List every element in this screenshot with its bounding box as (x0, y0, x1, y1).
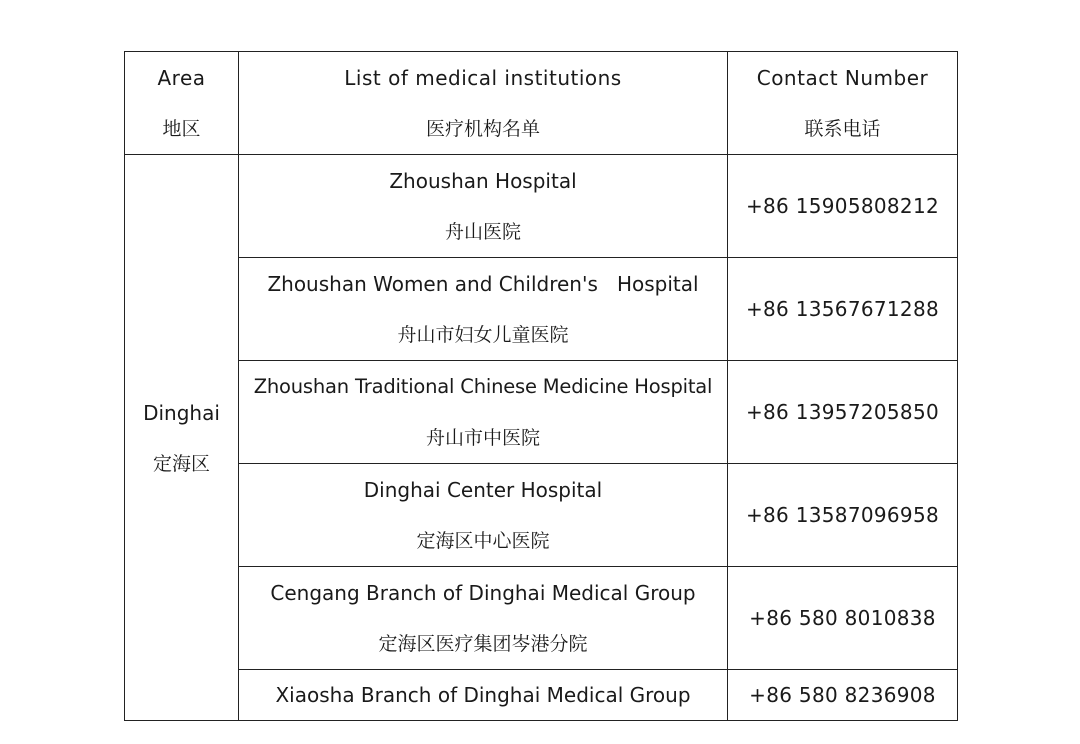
header-list-zh: 医疗机构名单 (425, 118, 540, 140)
header-contact-en: Contact Number (756, 66, 929, 90)
institution-name-en: Dinghai Center Hospital (363, 478, 603, 502)
phone-cell: +86 580 8236908 (728, 670, 958, 721)
institution-cell (239, 258, 728, 361)
header-list-en: List of medical institutions (344, 66, 622, 90)
institution-name-zh: 舟山医院 (444, 221, 521, 243)
table-row (125, 464, 958, 567)
institution-name-zh: 舟山市妇女儿童医院 (397, 324, 569, 346)
area-en: Dinghai (143, 400, 220, 425)
institution-name-zh: 定海区中心医院 (416, 530, 550, 552)
header-area-zh: 地区 (162, 118, 201, 140)
table-row (125, 567, 958, 670)
institution-name-en: Cengang Branch of Dinghai Medical Group (270, 581, 696, 605)
header-area (125, 52, 239, 155)
area-zh: 定海区 (152, 452, 210, 475)
institution-cell (239, 670, 728, 721)
table-row (125, 258, 958, 361)
table-row (125, 155, 958, 258)
header-area-en: Area (157, 66, 206, 90)
phone-cell: +86 13957205850 (728, 361, 958, 464)
institution-cell (239, 464, 728, 567)
phone-cell: +86 13587096958 (728, 464, 958, 567)
institution-name-en: Zhoushan Hospital (389, 169, 577, 193)
institution-name-en: Xiaosha Branch of Dinghai Medical Group (275, 683, 691, 707)
institution-name-en: Zhoushan Women and Children's Hospital (267, 272, 699, 296)
institution-cell (239, 155, 728, 258)
header-contact-zh: 联系电话 (804, 118, 881, 140)
institution-name-zh: 定海区医疗集团岑港分院 (378, 633, 588, 655)
institution-cell (239, 567, 728, 670)
table-row (125, 670, 958, 721)
area-cell (125, 155, 239, 721)
phone-cell: +86 580 8010838 (728, 567, 958, 670)
table-row (125, 361, 958, 464)
phone-cell: +86 15905808212 (728, 155, 958, 258)
institution-name-zh: 舟山市中医院 (425, 427, 540, 449)
institution-cell (239, 361, 728, 464)
table-header-row (125, 52, 958, 155)
header-contact (728, 52, 958, 155)
header-list (239, 52, 728, 155)
phone-cell: +86 13567671288 (728, 258, 958, 361)
medical-institutions-table (124, 51, 958, 721)
institution-name-en: Zhoushan Traditional Chinese Medicine Hospital (253, 375, 713, 398)
